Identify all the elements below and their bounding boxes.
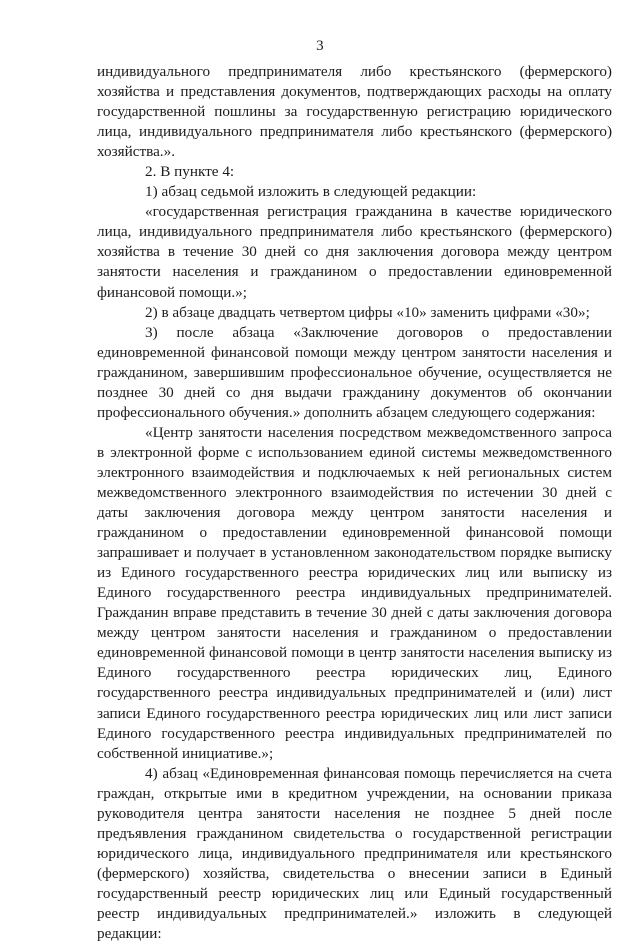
page-number: 3 xyxy=(316,38,324,54)
paragraph-item-2: 2. В пункте 4: xyxy=(145,163,235,181)
paragraph-continuation: индивидуального предпринимателя либо крестьянского (фермерского) хозяйства и представления документов, подтверждающих расходы на оплату государственной пошлины за государственную регистрацию юридического лица, индивидуального предпринимателя либо крестьянского (фермерского) хозяйства.». xyxy=(97,63,612,161)
paragraph-subitem-4: 4) абзац «Единовременная финансовая помощь перечисляется на счета граждан, открытые ими в кредитном учреждении, на основании приказа руководителя центра занятости населения не позднее 5 дней после предъявления гражданином свидетельства о государственной регистрации юридического лица, индивидуального предпринимателя или крестьянского (фермерского) хозяйства, свидетельства о внесении записи в Единый государственный реестр юридических лиц или Единый государственный реестр индивидуальных предпринимателей.» изложить в следующей редакции: xyxy=(97,764,612,943)
paragraph-subitem-3: 3) после абзаца «Заключение договоров о предоставлении единовременной финансовой помощи между центром занятости населения и гражданином, завершившим профессиональное обучение, осуществляется не позднее 30 дней со дня выдачи гражданину документов об окончании профессионального обучения.» дополнить абзацем следующего содержания: xyxy=(97,323,612,421)
document-body xyxy=(97,62,612,944)
paragraph-quote-employment-center: «Центр занятости населения посредством межведомственного запроса в электронной форме с использованием единой системы межведомственного электронного взаимодействия и подключаемых к ней региональных систем межведомственного электронного взаимодействия по истечении 30 дней с даты заключения договора между центром занятости населения и гражданином о предоставлении единовременной финансовой помощи запрашивает и получает в установленном законодательством порядке выписку из Единого государственного реестра юридических лиц или выписку из Единого государственного реестра индивидуальных предпринимателей. Гражданин вправе представить в течение 30 дней с даты заключения договора между центром занятости населения и гражданином о предоставлении единовременной финансовой помощи в центр занятости населения выписку из Единого государственного реестра юридических лиц, Единого государственного реестра индивидуальных предпринимателей и (или) лист записи Единого государственного реестра юридических лиц или лист записи Единого государственного реестра индивидуальных предпринимателей по собственной инициативе.»; xyxy=(97,423,612,762)
paragraph-quote-registration: «государственная регистрация гражданина в качестве юридического лица, индивидуального предпринимателя либо крестьянского (фермерского) хозяйства в течение 30 дней со дня заключения договора между центром занятости населения и гражданином о предоставлении единовременной финансовой помощи.»; xyxy=(97,203,612,301)
paragraph-subitem-2: 2) в абзаце двадцать четвертом цифры «10» заменить цифрами «30»; xyxy=(145,303,590,321)
paragraph-subitem-1: 1) абзац седьмой изложить в следующей редакции: xyxy=(145,183,477,201)
